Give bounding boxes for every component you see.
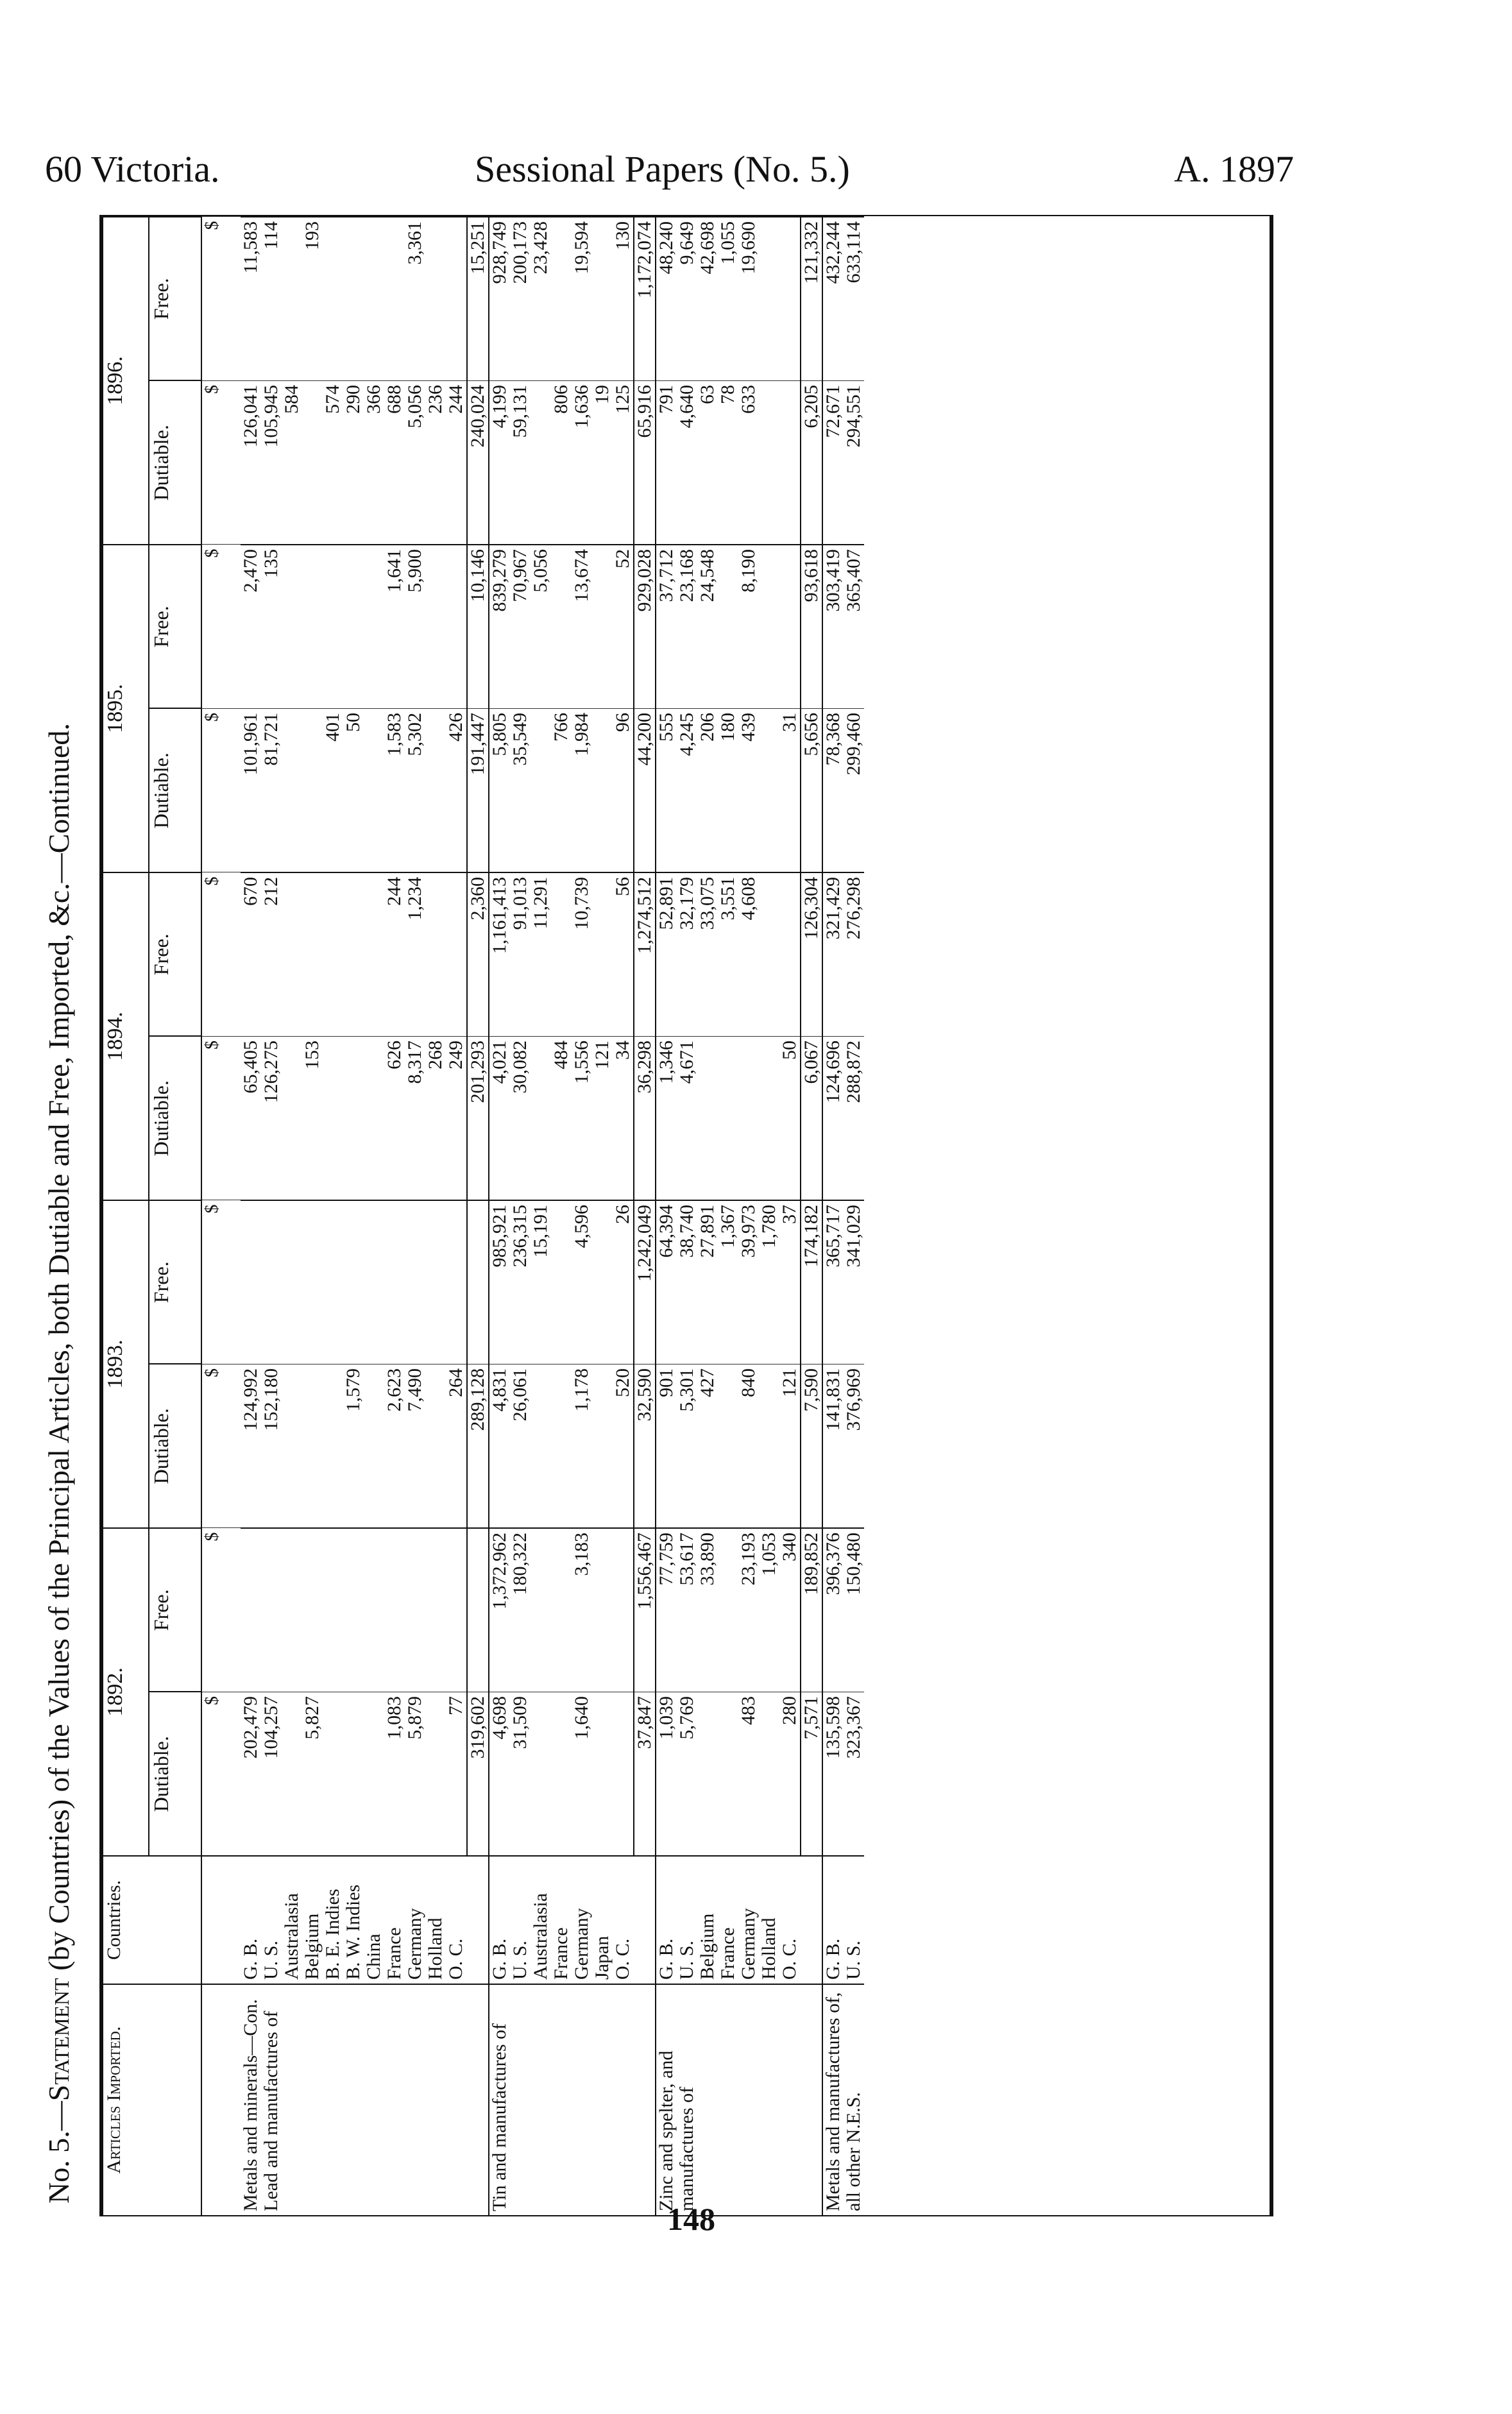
value-cell: 52,891 32,179 33,075 3,551 4,608 (656, 872, 801, 1037)
value-cell: 5,805 35,549 766 1,984 96 (489, 709, 634, 873)
caption-rest: (by Countries) of the Values of the Principal Articles, both Dutiable and Free, Imported, &c.—Continued. (42, 723, 75, 1978)
country-list: G. B. U. S. Australasia France Germany Japan O. C. (489, 1856, 634, 1984)
total-cell: 929,028 (634, 545, 656, 709)
total-cell: 1,242,049 (634, 1200, 656, 1364)
article-name: Tin and manufactures of (489, 1984, 634, 2215)
header-free: Free. (149, 1200, 201, 1364)
value-cell: 396,376 150,480 (822, 1528, 864, 1692)
total-cell: 1,556,467 (634, 1528, 656, 1692)
caption-prefix: No. 5.— (42, 2101, 75, 2204)
total-cell: 32,590 (634, 1364, 656, 1529)
value-cell (241, 1200, 467, 1364)
value-cell: 2,470 135 1,641 5,900 (241, 545, 467, 709)
value-cell: 72,671 294,551 (822, 381, 864, 545)
unit-symbol: $ (201, 545, 241, 709)
value-cell (241, 1528, 467, 1692)
table-row (241, 217, 467, 2215)
value-cell: 791 4,640 63 78 633 (656, 381, 801, 545)
article-name: Metals and manufactures of, all other N.E.S. (822, 1984, 864, 2215)
total-cell: 37,847 (634, 1692, 656, 1857)
value-cell: 1,372,962 180,322 3,183 (489, 1528, 634, 1692)
value-cell: 303,419 365,407 (822, 545, 864, 709)
value-cell: 126,041 105,945 584 574 290 366 688 5,056 236 244 (241, 381, 467, 545)
total-row (467, 217, 489, 2215)
value-cell: 78,368 299,460 (822, 709, 864, 873)
value-cell: 4,021 30,082 484 1,556 121 34 (489, 1037, 634, 1201)
header-year-1892: 1892. (103, 1528, 149, 1856)
total-cell: 6,067 (801, 1037, 822, 1201)
total-cell: 121,332 (801, 217, 822, 381)
table-row (822, 217, 864, 2215)
header-dutiable: Dutiable. (149, 1037, 201, 1201)
table-row (489, 217, 634, 2215)
value-cell: 135,598 323,367 (822, 1692, 864, 1857)
value-cell: 101,961 81,721 401 50 1,583 5,302 426 (241, 709, 467, 873)
total-cell: 1,172,074 (634, 217, 656, 381)
value-cell: 839,279 70,967 5,056 13,674 52 (489, 545, 634, 709)
total-cell: 5,656 (801, 709, 822, 873)
value-cell: 65,405 126,275 153 626 8,317 268 249 (241, 1037, 467, 1201)
header-free: Free. (149, 1528, 201, 1692)
header-year-1895: 1895. (103, 545, 149, 872)
value-cell: 37,712 23,168 24,548 8,190 (656, 545, 801, 709)
unit-symbol: $ (201, 1692, 241, 1857)
country-list: G. B. U. S. Belgium France Germany Holland O. C. (656, 1856, 801, 1984)
header-title: Sessional Papers (No. 5.) (475, 148, 850, 190)
header-dutiable: Dutiable. (149, 1692, 201, 1857)
value-cell: 1,161,413 91,013 11,291 10,739 56 (489, 872, 634, 1037)
value-cell: 1,346 4,671 50 (656, 1037, 801, 1201)
header-free: Free. (149, 545, 201, 709)
unit-symbol: $ (201, 1364, 241, 1529)
header-year-1893: 1893. (103, 1200, 149, 1528)
page-number: 148 (667, 2201, 715, 2237)
value-cell: 4,698 31,509 1,640 (489, 1692, 634, 1857)
unit-symbol: $ (201, 872, 241, 1037)
table-body (241, 217, 864, 2215)
value-cell: 4,199 59,131 806 1,636 19 125 (489, 381, 634, 545)
value-cell: 124,696 288,872 (822, 1037, 864, 1201)
value-cell: 321,429 276,298 (822, 872, 864, 1037)
total-cell: 7,571 (801, 1692, 822, 1857)
value-cell: 928,749 200,173 23,428 19,594 130 (489, 217, 634, 381)
value-cell: 141,831 376,969 (822, 1364, 864, 1529)
total-row (634, 217, 656, 2215)
total-cell: 6,205 (801, 381, 822, 545)
total-row (801, 217, 822, 2215)
header-free: Free. (149, 217, 201, 381)
value-cell: 432,244 633,114 (822, 217, 864, 381)
total-cell (467, 1528, 489, 1692)
value-cell: 202,479 104,257 5,827 1,083 5,879 77 (241, 1692, 467, 1857)
value-cell: 1,039 5,769 483 280 (656, 1692, 801, 1857)
total-cell: 44,200 (634, 709, 656, 873)
header-free: Free. (149, 872, 201, 1037)
country-list: G. B. U. S. Australasia Belgium B. E. Indies B. W. Indies China France Germany Holland O. C. (241, 1856, 467, 1984)
table-caption (42, 138, 93, 2216)
total-cell: 65,916 (634, 381, 656, 545)
value-cell: 48,240 9,649 42,698 1,055 19,690 (656, 217, 801, 381)
total-cell: 126,304 (801, 872, 822, 1037)
statement-table (103, 216, 864, 2215)
value-cell: 11,583 114 193 3,361 (241, 217, 467, 381)
total-cell: 10,146 (467, 545, 489, 709)
header-dutiable: Dutiable. (149, 381, 201, 545)
unit-symbol: $ (201, 381, 241, 545)
unit-symbol: $ (201, 217, 241, 381)
header-dutiable: Dutiable. (149, 1364, 201, 1529)
total-cell: 201,293 (467, 1037, 489, 1201)
value-cell: 4,831 26,061 1,178 520 (489, 1364, 634, 1529)
total-cell: 319,602 (467, 1692, 489, 1857)
article-name: Zinc and spelter, and manufactures of (656, 1984, 801, 2215)
unit-symbol: $ (201, 1037, 241, 1201)
value-cell: 555 4,245 206 180 439 31 (656, 709, 801, 873)
total-cell: 189,852 (801, 1528, 822, 1692)
country-list: G. B. U. S. (822, 1856, 864, 1984)
unit-row (201, 217, 241, 2215)
table-frame (99, 215, 1273, 2216)
unit-symbol: $ (201, 709, 241, 873)
header-year-1896: 1896. (103, 217, 149, 545)
header-articles: Articles Imported. (103, 1984, 201, 2215)
article-name: Metals and minerals—Con. Lead and manufactures of (241, 1984, 467, 2215)
year-header-row (103, 217, 149, 2215)
total-cell: 191,447 (467, 709, 489, 873)
total-cell: 174,182 (801, 1200, 822, 1364)
header-year-1894: 1894. (103, 872, 149, 1200)
total-cell: 1,274,512 (634, 872, 656, 1037)
total-cell: 36,298 (634, 1037, 656, 1201)
total-cell: 7,590 (801, 1364, 822, 1529)
rotated-table-region (42, 151, 1280, 2216)
header-session: 60 Victoria. (45, 148, 220, 190)
header-year: A. 1897 (1174, 148, 1294, 190)
table-row (656, 217, 801, 2215)
header-countries: Countries. (103, 1856, 201, 1984)
total-cell (467, 1200, 489, 1364)
value-cell: 670 212 244 1,234 (241, 872, 467, 1037)
value-cell: 77,759 53,617 33,890 23,193 1,053 340 (656, 1528, 801, 1692)
total-cell: 15,251 (467, 217, 489, 381)
total-cell: 289,128 (467, 1364, 489, 1529)
value-cell: 985,921 236,315 15,191 4,596 26 (489, 1200, 634, 1364)
unit-symbol: $ (201, 1200, 241, 1364)
total-cell: 240,024 (467, 381, 489, 545)
value-cell: 365,717 341,029 (822, 1200, 864, 1364)
value-cell: 901 5,301 427 840 121 (656, 1364, 801, 1529)
value-cell: 124,992 152,180 1,579 2,623 7,490 264 (241, 1364, 467, 1529)
header-dutiable: Dutiable. (149, 709, 201, 873)
value-cell: 64,394 38,740 27,891 1,367 39,973 1,780 37 (656, 1200, 801, 1364)
caption-statement: Statement (42, 1978, 75, 2102)
unit-symbol: $ (201, 1528, 241, 1692)
total-cell: 2,360 (467, 872, 489, 1037)
total-cell: 93,618 (801, 545, 822, 709)
